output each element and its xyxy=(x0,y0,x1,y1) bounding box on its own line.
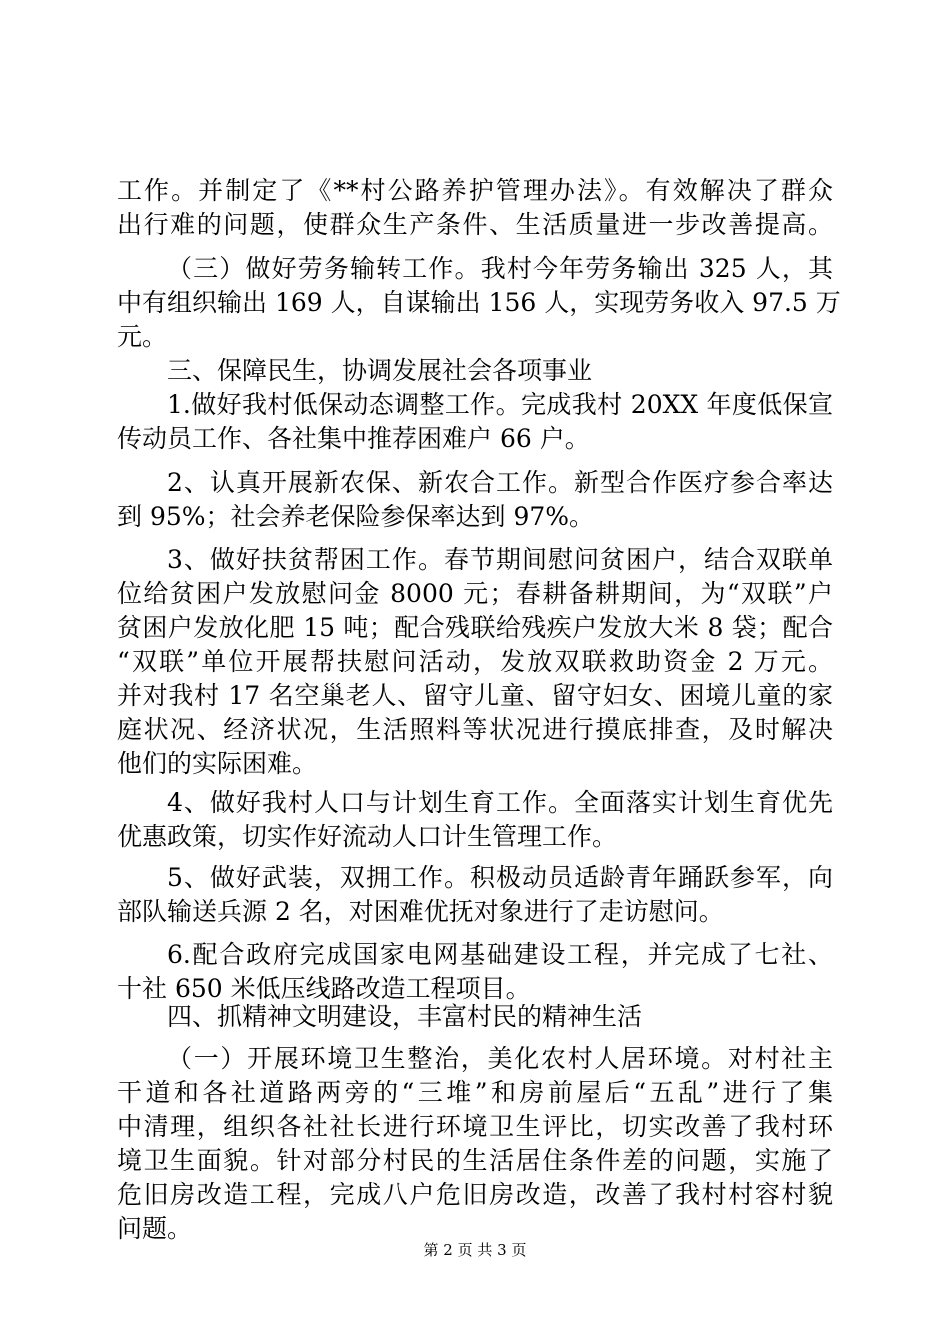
text-line-27: 中清理，组织各社社长进行环境卫生评比，切实改善了我村环 xyxy=(117,1112,833,1141)
text-line-21: 部队输送兵源 2 名，对困难优抚对象进行了走访慰问。 xyxy=(117,897,724,926)
text-line-26: 干道和各社道路两旁的“三堆”和房前屋后“五乱”进行了集 xyxy=(117,1078,833,1107)
text-line-17: 他们的实际困难。 xyxy=(117,749,318,778)
text-line-14: “双联”单位开展帮扶慰问活动，发放双联救助资金 2 万元。 xyxy=(117,647,833,676)
section-heading-3: 三、保障民生，协调发展社会各项事业 xyxy=(167,356,593,385)
text-line-12: 位给贫困户发放慰问金 8000 元；春耕备耕期间，为“双联”户 xyxy=(117,579,833,608)
text-line-3: （三）做好劳务输转工作。我村今年劳务输出 325 人，其 xyxy=(167,254,833,283)
text-line-5: 元。 xyxy=(117,322,168,351)
text-line-11: 3、做好扶贫帮困工作。春节期间慰问贫困户，结合双联单 xyxy=(167,545,833,574)
text-line-20: 5、做好武装，双拥工作。积极动员适龄青年踊跃参军，向 xyxy=(167,863,833,892)
page-number-footer: 第 2 页 共 3 页 xyxy=(423,1241,527,1259)
text-line-25: （一）开展环境卫生整治，美化农村人居环境。对村社主 xyxy=(167,1044,833,1073)
text-line-1: 工作。并制定了《**村公路养护管理办法》。有效解决了群众 xyxy=(117,176,833,205)
text-line-8: 传动员工作、各社集中推荐困难户 66 户。 xyxy=(117,424,590,453)
text-line-22: 6.配合政府完成国家电网基础建设工程，并完成了七社、 xyxy=(167,940,833,969)
text-line-15: 并对我村 17 名空巢老人、留守儿童、留守妇女、困境儿童的家 xyxy=(117,681,833,710)
text-line-29: 危旧房改造工程，完成八户危旧房改造，改善了我村村容村貌 xyxy=(117,1180,833,1209)
text-line-30: 问题。 xyxy=(117,1214,193,1243)
text-line-7: 1.做好我村低保动态调整工作。完成我村 20XX 年度低保宣 xyxy=(167,390,833,419)
section-heading-4: 四、抓精神文明建设，丰富村民的精神生活 xyxy=(167,1002,643,1031)
text-line-9: 2、认真开展新农保、新农合工作。新型合作医疗参合率达 xyxy=(167,468,833,497)
text-line-16: 庭状况、经济状况，生活照料等状况进行摸底排查，及时解决 xyxy=(117,715,833,744)
text-line-18: 4、做好我村人口与计划生育工作。全面落实计划生育优先 xyxy=(167,788,833,817)
text-line-10: 到 95%；社会养老保险参保率达到 97%。 xyxy=(117,502,595,531)
text-line-23: 十社 650 米低压线路改造工程项目。 xyxy=(117,974,531,1003)
text-line-28: 境卫生面貌。针对部分村民的生活居住条件差的问题，实施了 xyxy=(117,1146,833,1175)
text-line-2: 出行难的问题，使群众生产条件、生活质量进一步改善提高。 xyxy=(117,210,833,239)
text-line-4: 中有组织输出 169 人，自谋输出 156 人，实现劳务收入 97.5 万 xyxy=(117,288,841,317)
text-line-19: 优惠政策，切实作好流动人口计生管理工作。 xyxy=(117,822,618,851)
text-line-13: 贫困户发放化肥 15 吨；配合残联给残疾户发放大米 8 袋；配合 xyxy=(117,613,833,642)
